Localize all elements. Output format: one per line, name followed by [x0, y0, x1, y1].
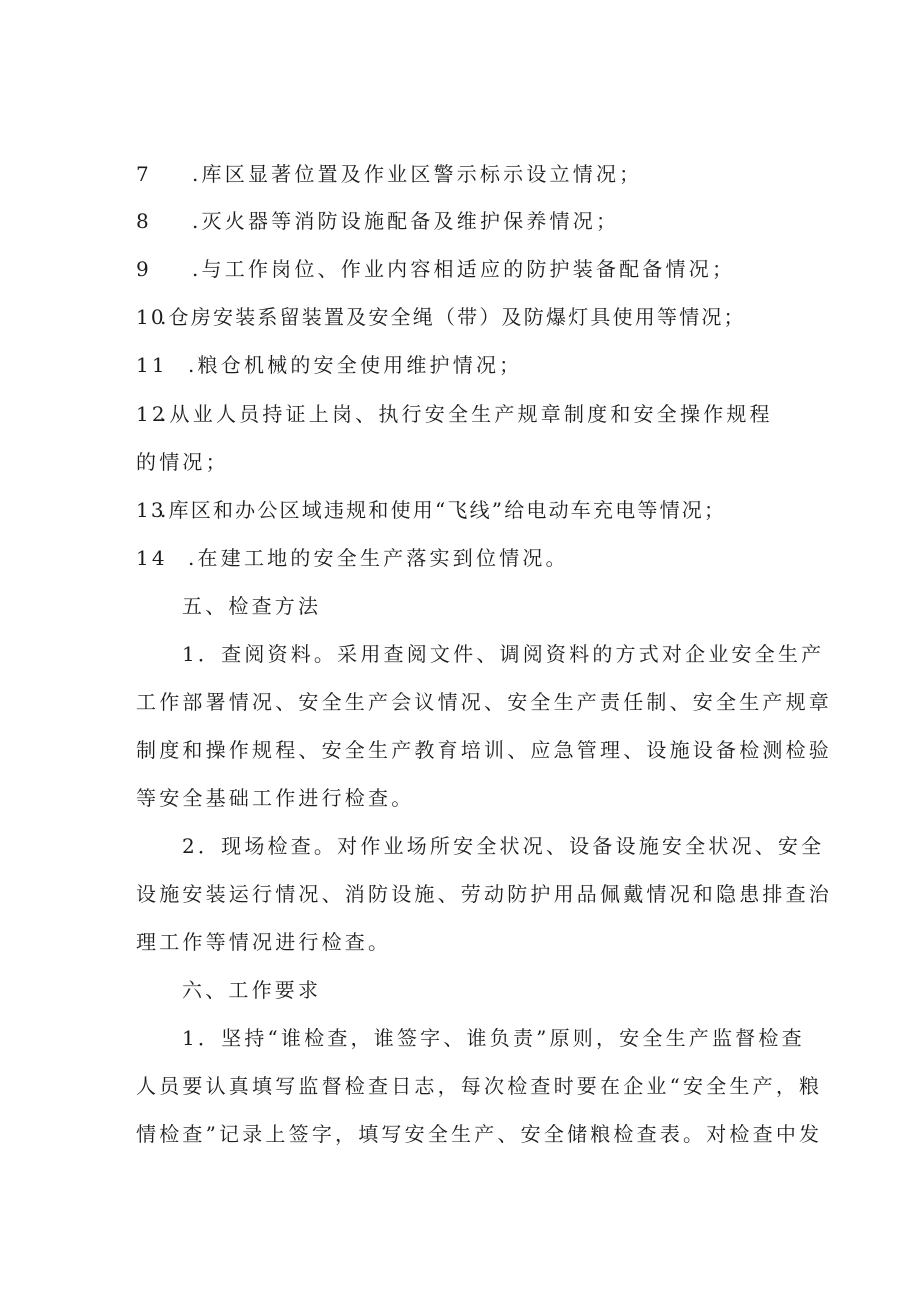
- paragraph-line: 人员要认真填写监督检查日志，每次检查时要在企业“安全生产，粮: [136, 1074, 823, 1098]
- list-item: [136, 255, 796, 283]
- item-text: .与工作岗位、作业内容相适应的防护装备配备情况；: [192, 257, 736, 281]
- item-number: 8: [136, 209, 152, 233]
- item-text: .粮仓机械的安全使用维护情况；: [188, 353, 523, 377]
- item-text: .库区和办公区域违规和使用“飞线”给电动车充电等情况；: [160, 498, 727, 522]
- paragraph-line: 等安全基础工作进行检查。: [136, 786, 415, 810]
- list-item: [136, 303, 796, 331]
- list-item: [136, 400, 796, 428]
- item-text: .从业人员持证上岗、执行安全生产规章制度和安全操作规程: [160, 402, 773, 426]
- item-number: 7: [136, 162, 152, 186]
- item-text: .库区显著位置及作业区警示标示设立情况；: [192, 162, 643, 186]
- paragraph-line: 制度和操作规程、安全生产教育培训、应急管理、设施设备检测检验: [136, 738, 832, 762]
- paragraph-line: 2．现场检查。对作业场所安全状况、设备设施安全状况、安全: [182, 834, 825, 858]
- list-item: [136, 207, 796, 235]
- item-text: .灭火器等消防设施配备及维护保养情况；: [192, 209, 620, 233]
- paragraph-line: 设施安装运行情况、消防设施、劳动防护用品佩戴情况和隐患排查治: [136, 882, 832, 906]
- list-item: [136, 544, 796, 572]
- item-number: 12: [136, 402, 168, 426]
- item-number: 13: [136, 498, 166, 522]
- paragraph-line: 工作部署情况、安全生产会议情况、安全生产责任制、安全生产规章: [136, 690, 832, 714]
- item-text: .仓房安装系留装置及安全绳（带）及防爆灯具使用等情况；: [160, 305, 746, 329]
- item-number: 9: [136, 257, 152, 281]
- item-number: 11: [136, 353, 168, 377]
- item-number: 14: [136, 546, 168, 570]
- item-text: .在建工地的安全生产落实到位情况。: [188, 546, 569, 570]
- paragraph-line: 1．坚持“谁检查，谁签字、谁负责”原则，安全生产监督检查: [182, 1026, 805, 1050]
- paragraph-line: 1．查阅资料。采用查阅文件、调阅资料的方式对企业安全生产: [182, 642, 825, 666]
- list-item: [136, 351, 796, 379]
- list-item: [136, 160, 796, 188]
- list-item-continuation: 的情况；: [136, 450, 229, 474]
- section-heading-requirements: 六、工作要求: [182, 978, 322, 1002]
- list-item: [136, 496, 796, 524]
- section-heading-methods: 五、检查方法: [182, 594, 322, 618]
- item-number: 10: [136, 305, 166, 329]
- paragraph-line: 理工作等情况进行检查。: [136, 930, 392, 954]
- paragraph-line: 情检查”记录上签字，填写安全生产、安全储粮检查表。对检查中发: [136, 1122, 823, 1146]
